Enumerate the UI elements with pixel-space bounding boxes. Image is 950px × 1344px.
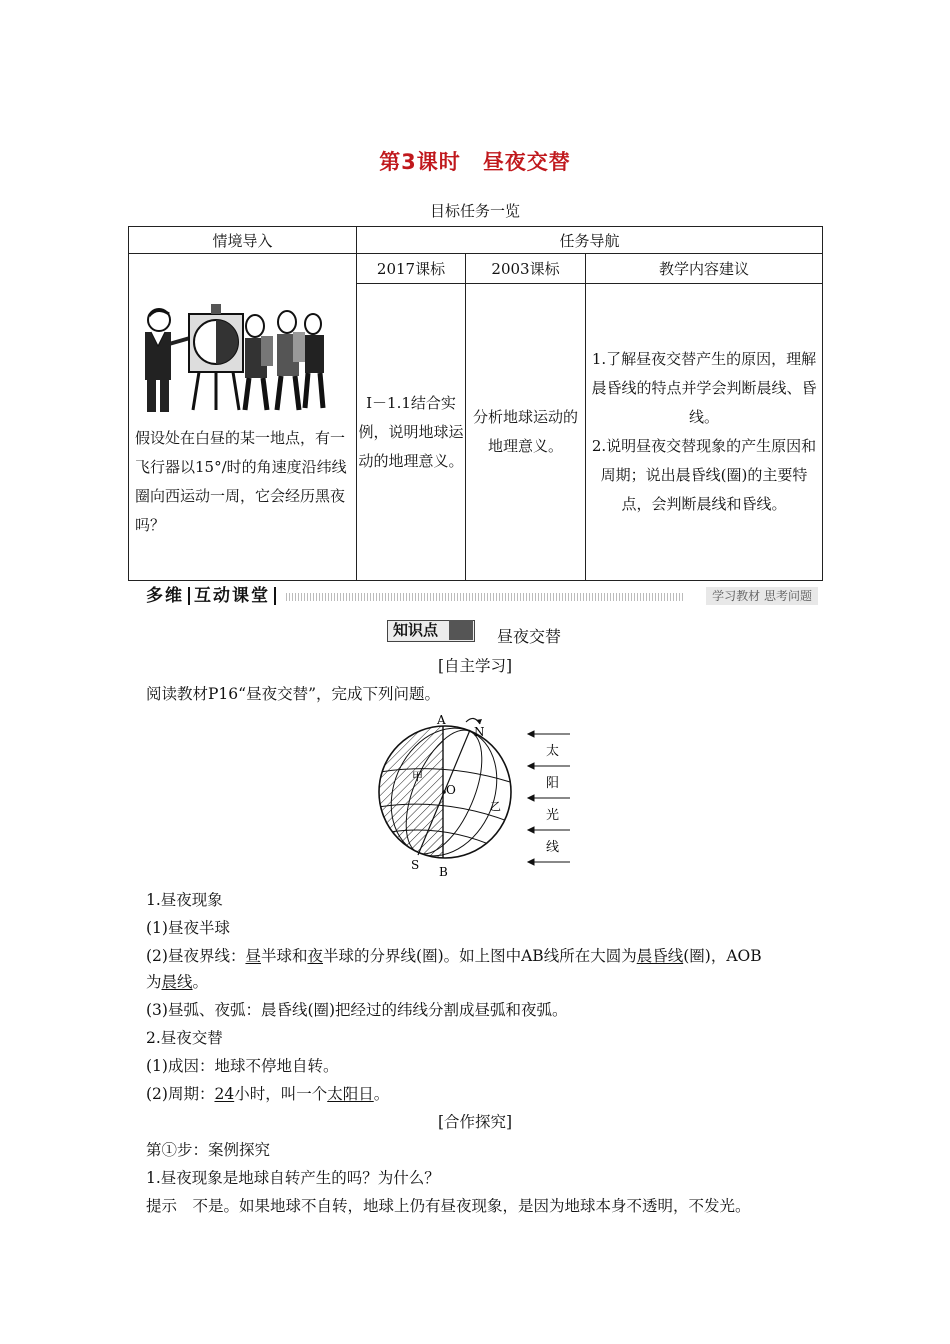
header-task-nav: 任务导航 — [357, 227, 823, 254]
sun-text-4: 线 — [546, 840, 560, 855]
table-caption: 目标任务一览 — [429, 202, 520, 220]
header-2017-standard: 2017课标 — [357, 254, 466, 284]
self-study-heading: [自主学习] — [437, 657, 513, 675]
item-day-night-hemisphere: (1)昼夜半球 — [146, 919, 230, 937]
sun-text-3: 光 — [546, 808, 560, 823]
banner-subtitle: 学习教材 思考问题 — [706, 587, 818, 605]
sun-text-1: 太 — [546, 744, 560, 759]
cooperative-inquiry-heading: [合作探究] — [437, 1113, 513, 1131]
section-day-night-phenomenon: 1.昼夜现象 — [146, 891, 223, 909]
knowledge-point-label: 知识点 — [393, 621, 439, 639]
sun-text-2: 阳 — [546, 776, 560, 791]
label-N: N — [474, 725, 485, 739]
blank-terminator: 晨昏线 — [636, 947, 684, 965]
scenario-cell — [129, 254, 357, 581]
suggestion-item-2: 2.说明昼夜交替现象的产生原因和周期；说出晨昏线(圈)的主要特点，会判断晨线和昏线。 — [591, 437, 817, 513]
suggestion-item-1: 1.了解昼夜交替产生的原因，理解晨昏线的特点并学会判断晨线、昏线。 — [591, 350, 817, 426]
standard-2003-text: 分析地球运动的地理意义。 — [466, 284, 586, 581]
objectives-table — [128, 226, 823, 581]
lesson-number: 第3课时 — [379, 150, 461, 174]
label-A: A — [437, 713, 446, 727]
knowledge-point-title: 昼夜交替 — [497, 627, 562, 646]
header-scenario: 情境导入 — [129, 227, 357, 254]
item-terminator-cont: 为晨线。 — [146, 973, 209, 991]
step-one: 第①步：案例探究 — [146, 1141, 271, 1159]
knowledge-point-tag — [387, 620, 477, 642]
classroom-illustration — [137, 298, 327, 416]
teaching-suggestion-cell — [586, 284, 823, 581]
hint-answer: 提示 不是。如果地球不自转，地球上仍有昼夜现象，是因为地球本身不透明，不发光。 — [146, 1197, 751, 1215]
blank-night: 夜 — [307, 947, 324, 965]
page-title — [0, 146, 950, 176]
blank-solar-day: 太阳日 — [327, 1085, 374, 1103]
lesson-topic: 昼夜交替 — [482, 150, 571, 174]
standard-2017-text: Ⅰ－1.1结合实例，说明地球运动的地理意义。 — [357, 284, 466, 581]
banner-title-a: 多维 — [146, 586, 184, 606]
label-jia: 甲 — [412, 770, 423, 783]
header-2003-standard: 2003课标 — [466, 254, 586, 284]
question-1: 1.昼夜现象是地球自转产生的吗？为什么？ — [146, 1169, 440, 1187]
scenario-question: 假设处在白昼的某一地点，有一飞行器以15°/时的角速度沿纬线圈向西运动一周，它会经历黑夜吗？ — [135, 429, 347, 534]
section-day-night-alternation: 2.昼夜交替 — [146, 1029, 223, 1047]
banner-title-b: 互动课堂 — [194, 586, 270, 606]
header-teaching-suggestion: 教学内容建议 — [586, 254, 823, 284]
day-night-globe-diagram — [370, 712, 580, 878]
blank-hours: 24 — [214, 1085, 235, 1103]
blank-morning-line: 晨线 — [161, 973, 193, 991]
item-period: (2)周期：24小时，叫一个太阳日。 — [146, 1085, 390, 1103]
label-O: O — [446, 783, 456, 797]
label-B: B — [439, 865, 448, 878]
label-S: S — [411, 858, 420, 872]
item-terminator: (2)昼夜界线：昼半球和夜半球的分界线(圈)。如上图中AB线所在大圆为晨昏线(圈)，AOB — [146, 947, 762, 965]
item-cause: (1)成因：地球不停地自转。 — [146, 1057, 339, 1075]
banner-title — [146, 585, 280, 607]
item-day-night-arc: (3)昼弧、夜弧：晨昏线(圈)把经过的纬线分割成昼弧和夜弧。 — [146, 1001, 568, 1019]
section-banner — [146, 585, 818, 607]
blank-day: 昼 — [245, 947, 261, 965]
label-yi: 乙 — [490, 800, 501, 813]
reading-instruction: 阅读教材P16“昼夜交替”，完成下列问题。 — [146, 685, 441, 703]
banner-stripe — [286, 593, 683, 601]
